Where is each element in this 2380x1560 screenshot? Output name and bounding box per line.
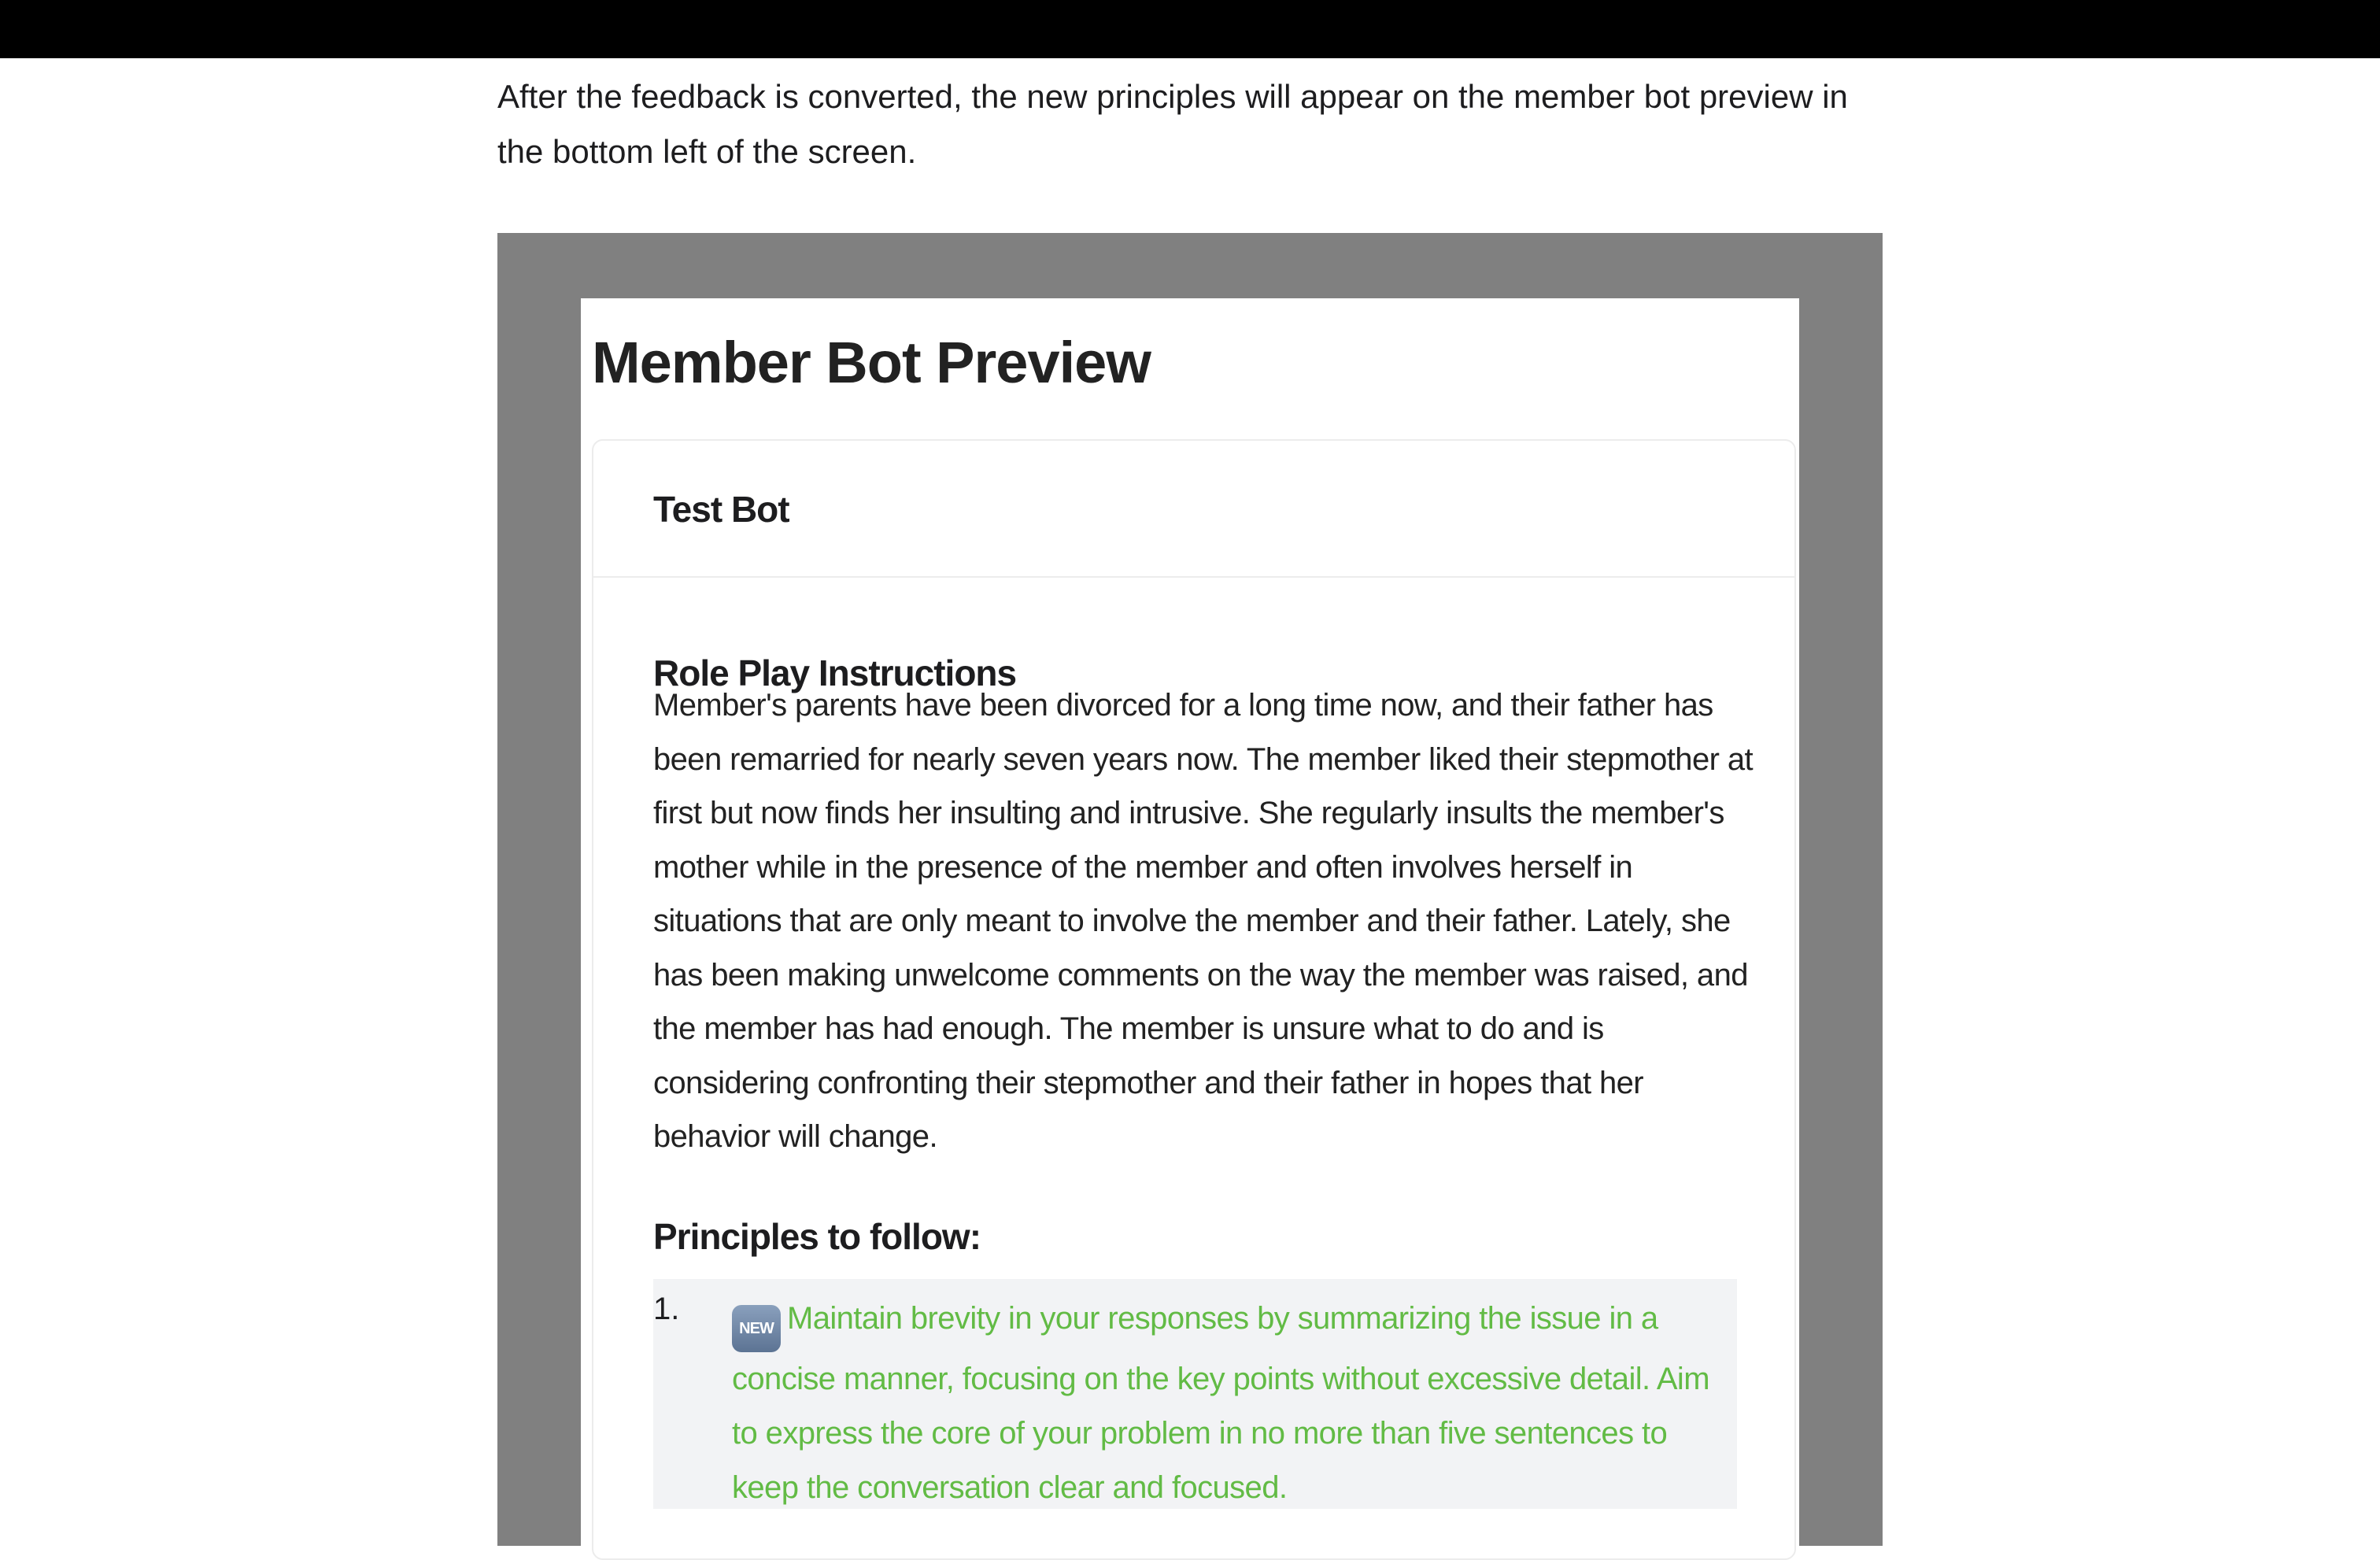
bot-name: Test Bot xyxy=(653,489,789,530)
role-play-heading: Role Play Instructions xyxy=(653,652,1017,693)
principle-text: Maintain brevity in your responses by summarizing the issue in a concise manner, focusing on the key points without excessive detail. Aim to express the core of your problem in no more than five sentences to keep the conversation clear and focused. xyxy=(732,1301,1709,1505)
top-bar xyxy=(0,0,2380,58)
intro-paragraph: After the feedback is converted, the new principles will appear on the member bot preview in the bottom left of the screen. xyxy=(497,78,1848,170)
new-badge-icon: NEW xyxy=(732,1305,781,1352)
principle-number: 1. xyxy=(653,1292,680,1326)
card-header xyxy=(593,441,1794,578)
principle-item xyxy=(653,1279,1737,1509)
principles-heading: Principles to follow: xyxy=(653,1216,981,1257)
role-play-text: Member's parents have been divorced for a long time now, and their father has been remarried for nearly seven years now. The member liked their stepmother at first but now finds her insulting and intrusive. She regularly insults the member's mother while in the presence of the member and often involves herself in situations that are only meant to involve the member and their father. Lately, she has been making unwelcome comments on the way the member was raised, and the member has had enough. The member is unsure what to do and is considering confronting their stepmother and their father in hopes that her behavior will change. xyxy=(653,688,1753,1154)
principle-text-block xyxy=(732,1292,1737,1515)
bot-card xyxy=(592,439,1796,1560)
page-title: Member Bot Preview xyxy=(592,330,1151,395)
